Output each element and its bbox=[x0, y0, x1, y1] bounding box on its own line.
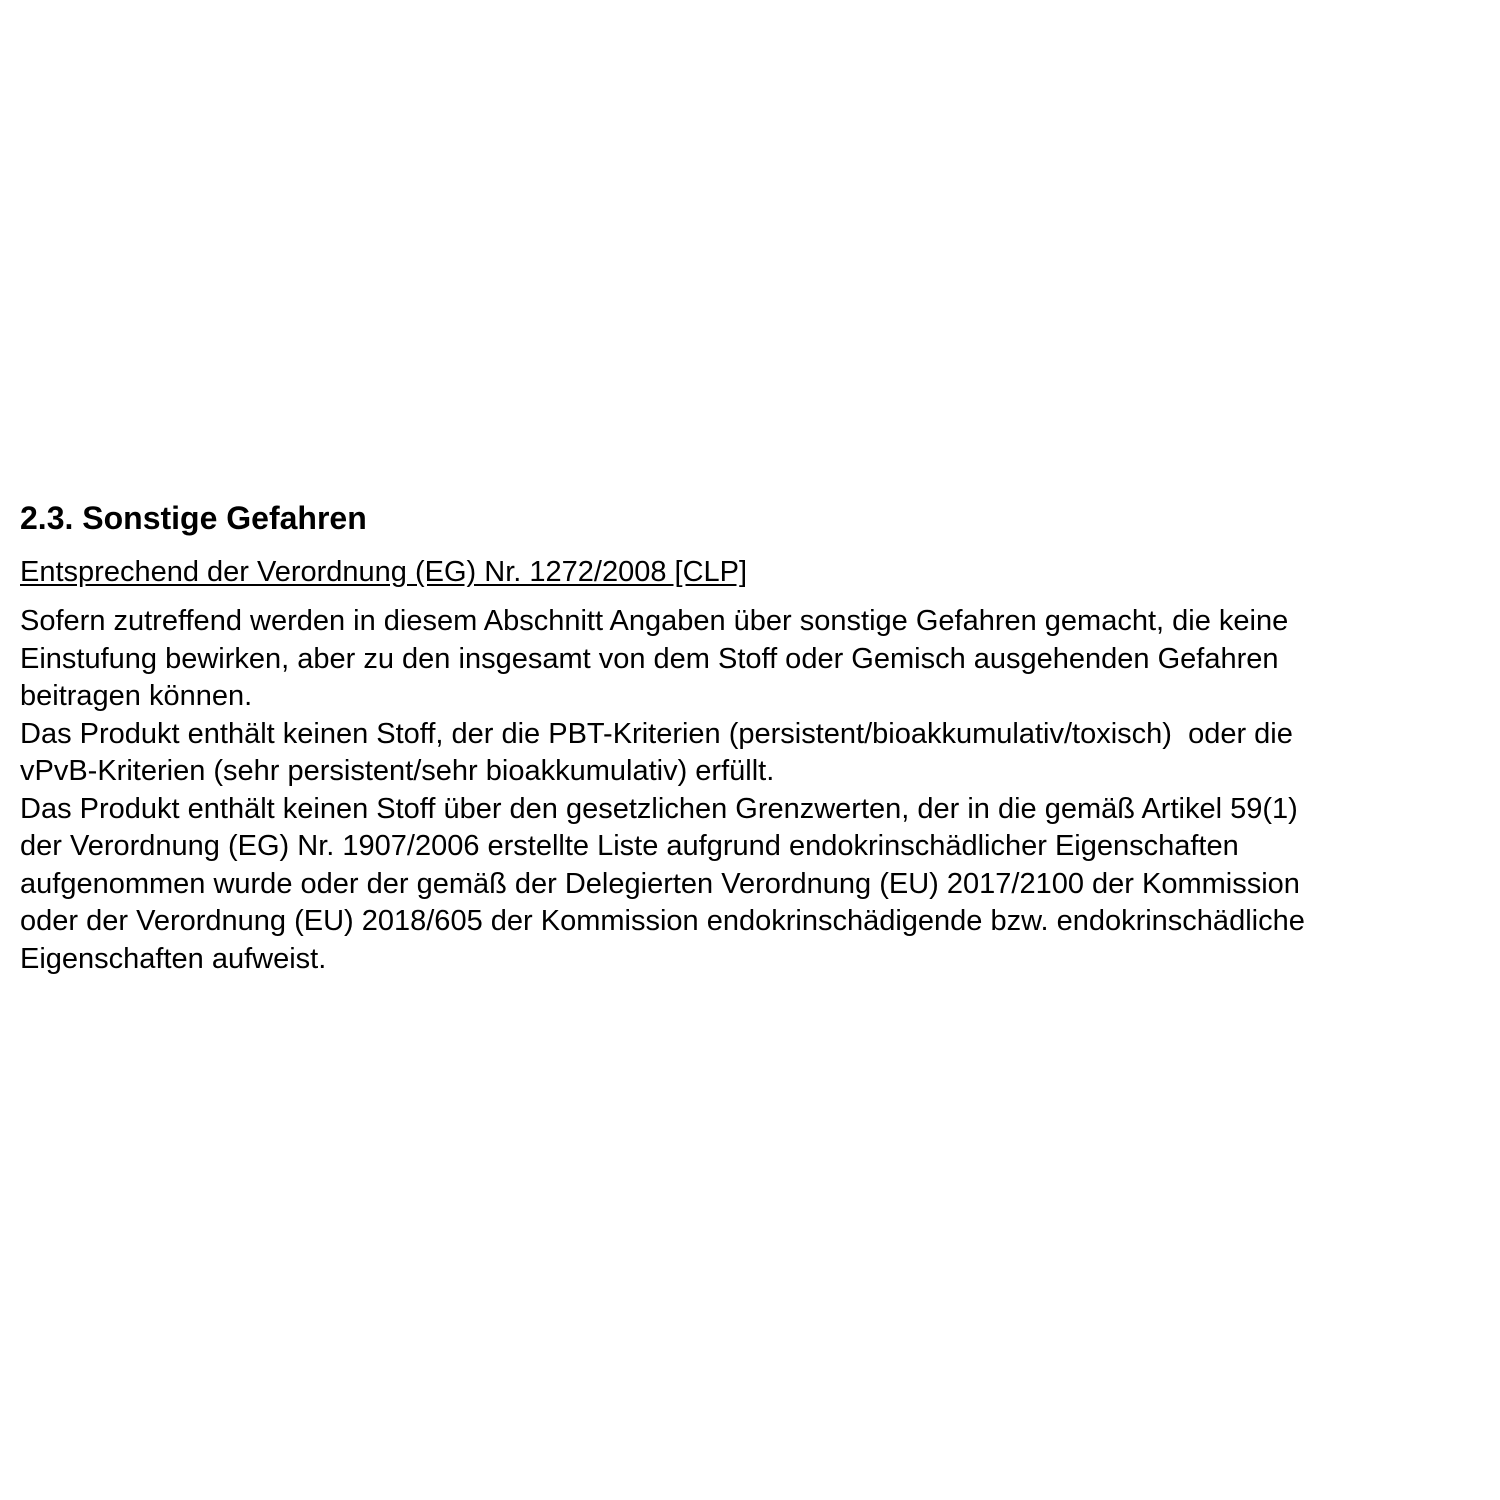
regulation-subheading: Entsprechend der Verordnung (EG) Nr. 1272/2008 [CLP] bbox=[20, 556, 748, 588]
section-heading: 2.3. Sonstige Gefahren bbox=[20, 500, 367, 536]
text-line: Das Produkt enthält keinen Stoff über den gesetzlichen Grenzwerten, der in die gemäß Artikel 59(1) bbox=[20, 792, 1298, 825]
text-line: vPvB-Kriterien (sehr persistent/sehr bioakkumulativ) erfüllt. bbox=[20, 755, 775, 787]
text-line: Das Produkt enthält keinen Stoff, der die PBT-Kriterien (persistent/bioakkumulativ/toxisch) oder die bbox=[20, 717, 1293, 750]
text-line: oder der Verordnung (EU) 2018/605 der Kommission endokrinschädigende bzw. endokrinschädliche bbox=[20, 905, 1305, 937]
section-body bbox=[20, 603, 1480, 978]
text-line: Sofern zutreffend werden in diesem Abschnitt Angaben über sonstige Gefahren gemacht, die keine bbox=[20, 605, 1289, 637]
text-line: beitragen können. bbox=[20, 680, 253, 712]
text-line: der Verordnung (EG) Nr. 1907/2006 erstellte Liste aufgrund endokrinschädlicher Eigenschaften bbox=[20, 830, 1239, 862]
paragraph-other-hazards bbox=[20, 603, 1480, 716]
section-2-3 bbox=[20, 497, 1480, 978]
text-line: Eigenschaften aufweist. bbox=[20, 942, 327, 975]
text-line: Einstufung bewirken, aber zu den insgesamt von dem Stoff oder Gemisch ausgehenden Gefahren bbox=[20, 642, 1279, 675]
paragraph-endocrine bbox=[20, 791, 1480, 979]
paragraph-pbt-vpvb bbox=[20, 716, 1480, 791]
text-line: aufgenommen wurde oder der gemäß der Delegierten Verordnung (EU) 2017/2100 der Kommission bbox=[20, 867, 1300, 900]
